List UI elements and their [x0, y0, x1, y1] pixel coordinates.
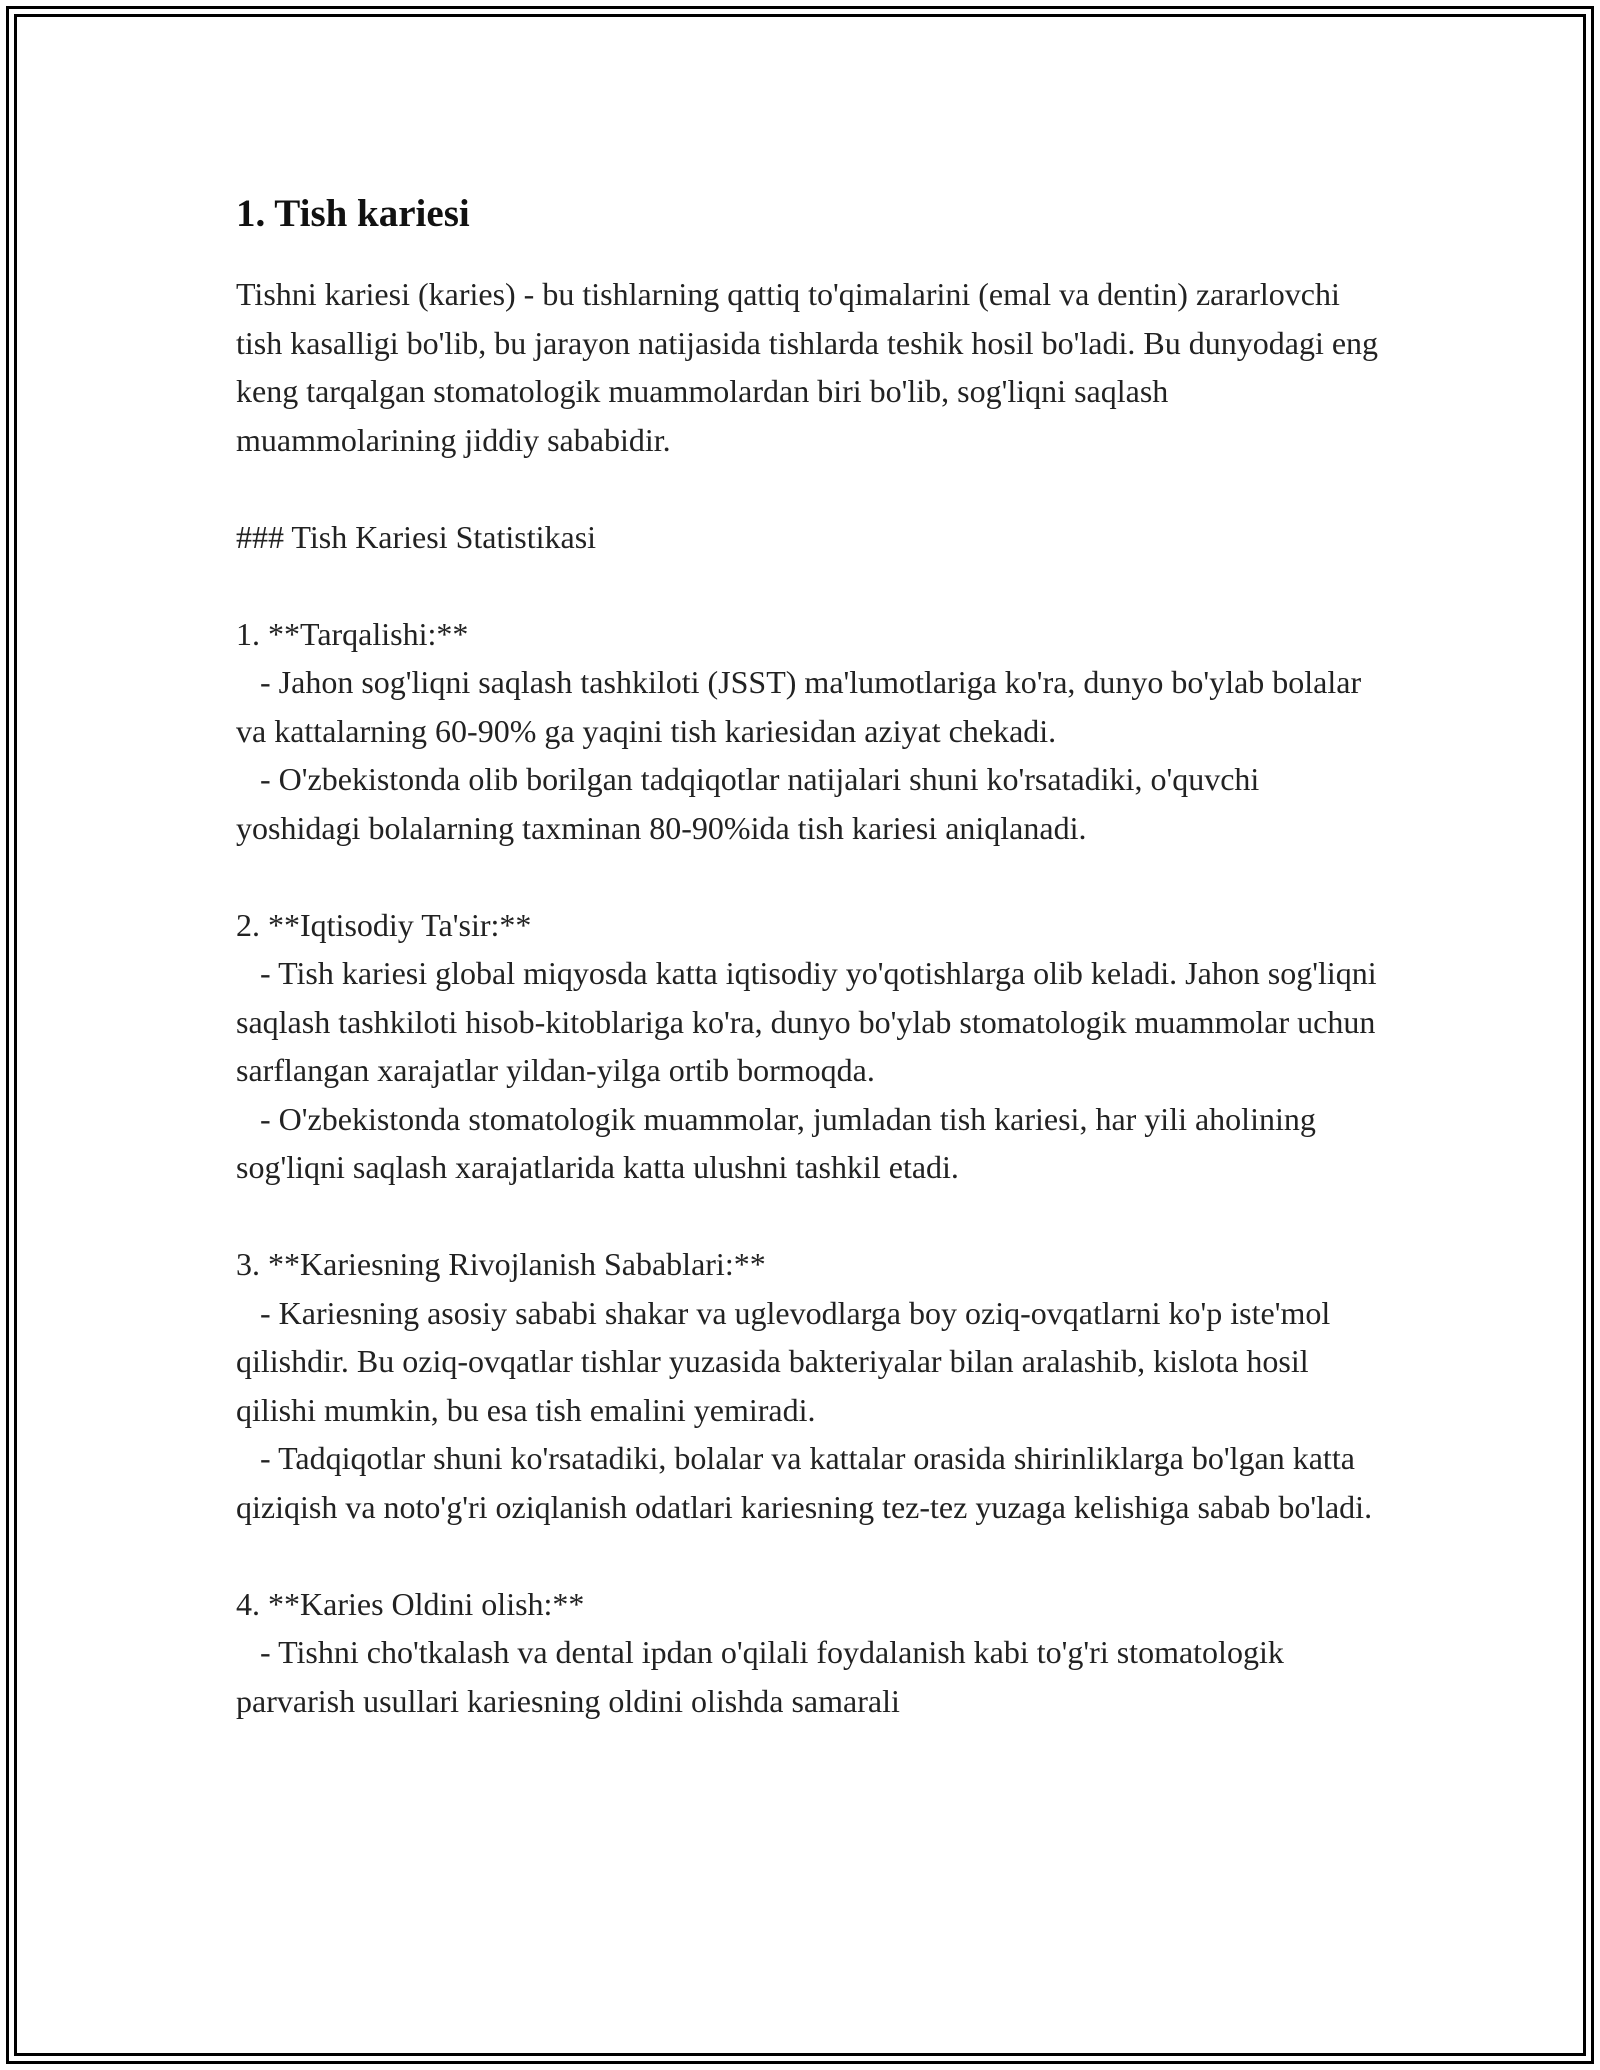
section-bullet: - Tish kariesi global miqyosda katta iqtisodiy yo'qotishlarga olib keladi. Jahon sog'liqni saqlash tashkiloti hisob-kitoblariga ko'ra, dunyo bo'ylab stomatologik muammolar uchun sarflangan xarajatlar yildan-yilga ortib bormoqda.	[236, 955, 1385, 1088]
section-causes	[236, 1240, 1386, 1531]
section-bullet: - Jahon sog'liqni saqlash tashkiloti (JSST) ma'lumotlariga ko'ra, dunyo bo'ylab bolalar va kattalarning 60-90% ga yaqini tish kariesidan aziyat chekadi.	[236, 664, 1370, 749]
spacer	[236, 464, 1386, 513]
section-prevention	[236, 1580, 1386, 1726]
section-bullet: - Tadqiqotlar shuni ko'rsatadiki, bolalar va kattalar orasida shirinliklarga bo'lgan katta qiziqish va noto'g'ri oziqlanish odatlari kariesning tez-tez yuzaga kelishiga sabab bo'ladi.	[236, 1440, 1373, 1525]
section-heading: 1. **Tarqalishi:**	[236, 615, 469, 652]
section-economic-impact	[236, 901, 1386, 1192]
section-bullet: - O'zbekistonda stomatologik muammolar, jumladan tish kariesi, har yili aholining sog'liqni saqlash xarajatlarida katta ulushni tashkil etadi.	[236, 1100, 1324, 1185]
subheading: ### Tish Kariesi Statistikasi	[236, 518, 597, 555]
spacer	[236, 561, 1386, 610]
spacer	[236, 1531, 1386, 1580]
section-heading: 3. **Kariesning Rivojlanish Sabablari:**	[236, 1246, 766, 1282]
page-title: 1. Tish kariesi	[236, 192, 470, 235]
section-bullet: - Kariesning asosiy sababi shakar va uglevodlarga boy oziq-ovqatlarni ko'p iste'mol qilishdir. Bu oziq-ovqatlar tishlar yuzasida bakteriyalar bilan aralashib, kislota hosil qilishi mumkin, bu esa tish emalini yemiradi.	[236, 1294, 1339, 1428]
section-prevalence	[236, 610, 1386, 853]
section-bullet: - Tishni cho'tkalash va dental ipdan o'qilali foydalanish kabi to'g'ri stomatologik parvarish usullari kariesning oldini olishda samarali	[236, 1634, 1292, 1719]
section-heading: 4. **Karies Oldini olish:**	[236, 1585, 585, 1622]
section-bullet: - O'zbekistonda olib borilgan tadqiqotlar natijalari shuni ko'rsatadiki, o'quvchi yoshidagi bolalarning taxminan 80-90%ida tish kariesi aniqlanadi.	[236, 761, 1268, 846]
spacer	[236, 1192, 1386, 1241]
intro-paragraph: Tishni kariesi (karies) - bu tishlarning qattiq to'qimalarini (emal va dentin) zararlovchi tish kasalligi bo'lib, bu jarayon natijasida tishlarda teshik hosil bo'ladi. Bu dunyodagi eng keng tarqalgan stomatologik muammolardan biri bo'lib, sog'liqni saqlash muammolarining jiddiy sababidir.	[236, 276, 1387, 458]
section-heading: 2. **Iqtisodiy Ta'sir:**	[236, 906, 532, 943]
document-body	[236, 186, 1386, 1725]
spacer	[236, 852, 1386, 901]
